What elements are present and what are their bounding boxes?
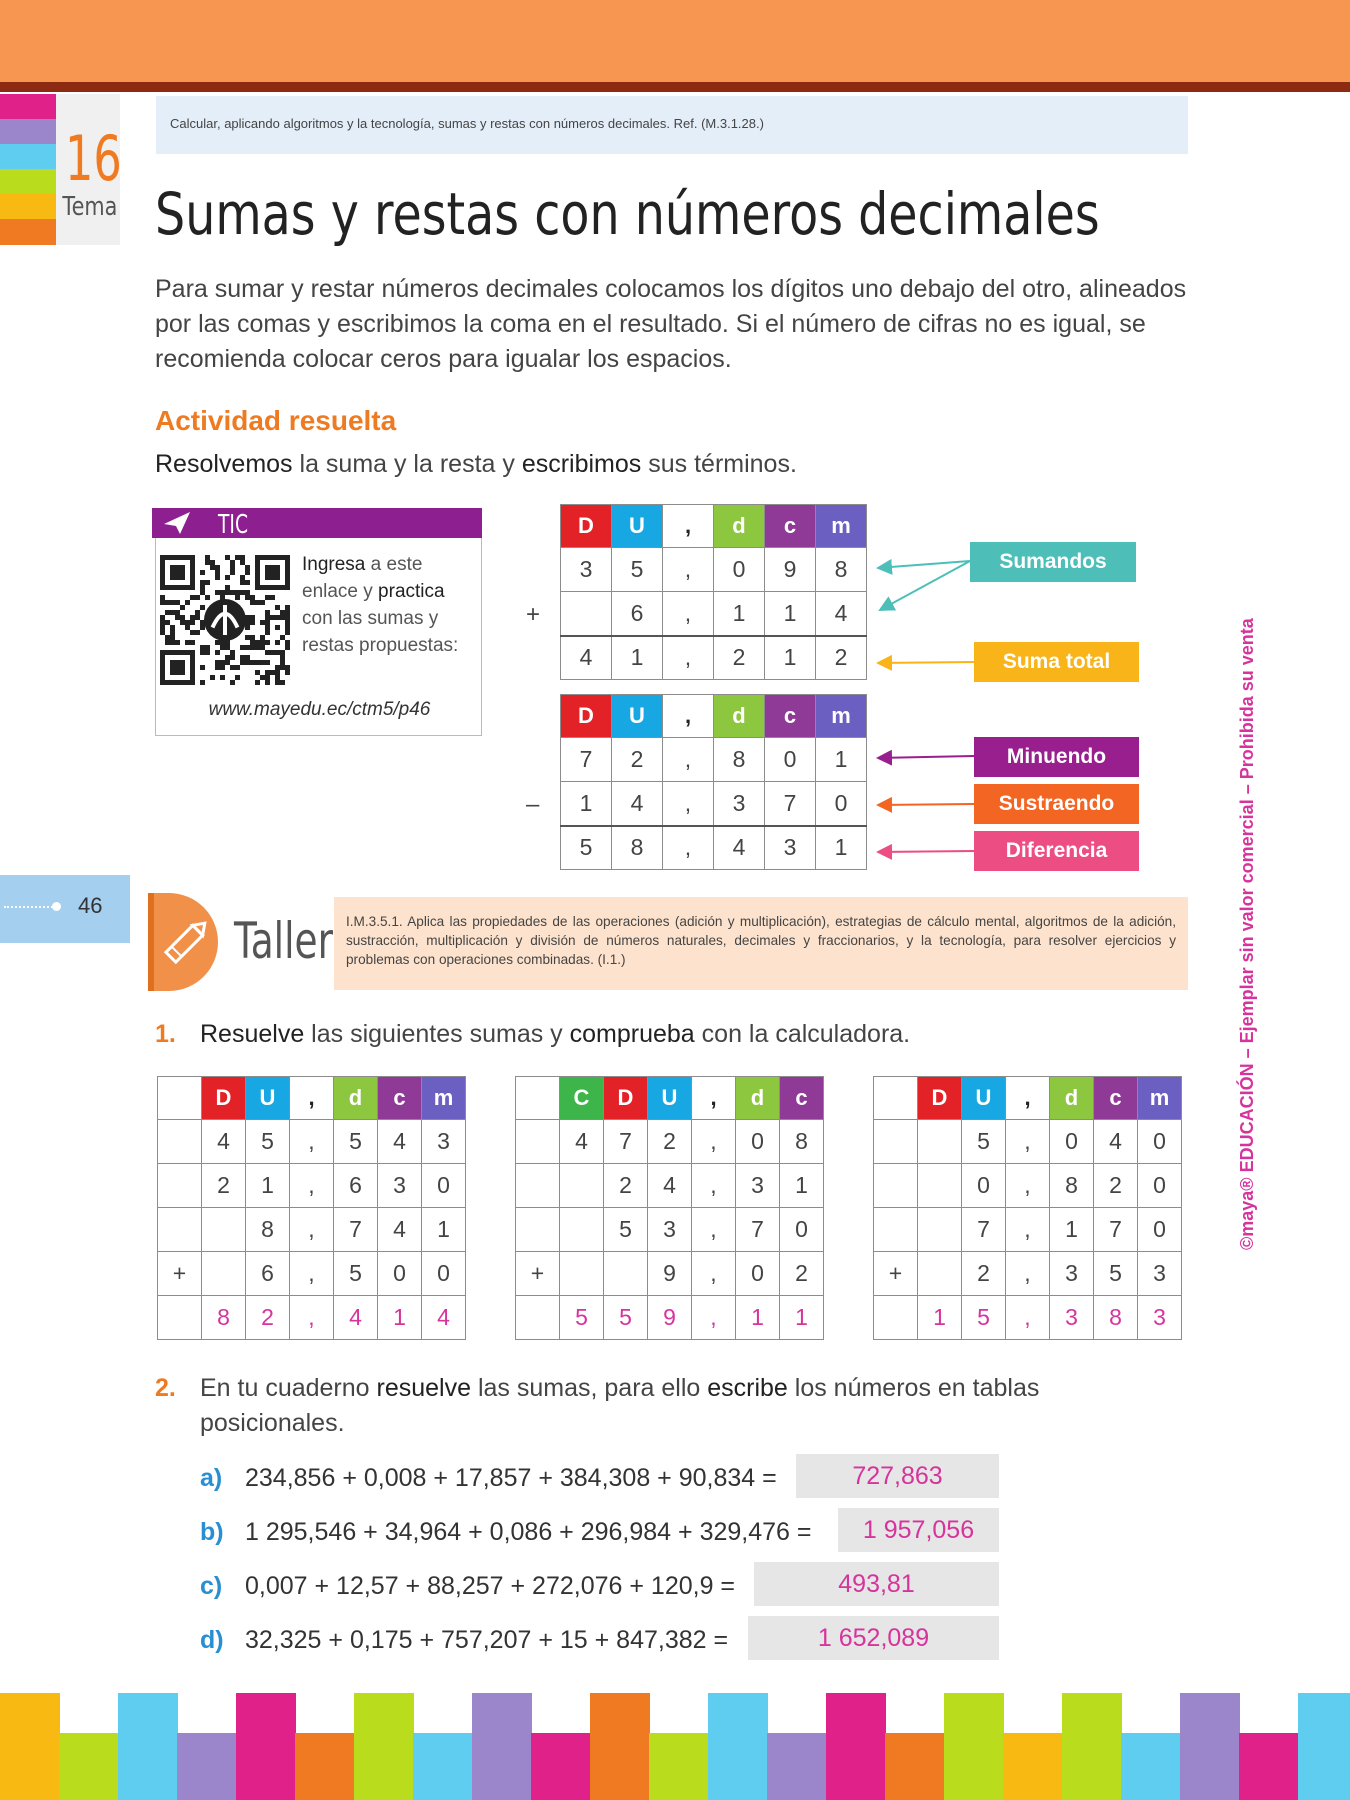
- header-cell-D: D: [918, 1077, 962, 1120]
- decor-bar: [472, 1693, 532, 1800]
- digit-cell: 5: [561, 826, 612, 870]
- header-cell-U: U: [648, 1077, 692, 1120]
- decor-bar: [118, 1693, 178, 1800]
- digit-cell: 3: [736, 1164, 780, 1208]
- digit-cell: 9: [765, 548, 816, 592]
- digit-cell: 3: [1050, 1252, 1094, 1296]
- digit-cell: 4: [560, 1120, 604, 1164]
- digit-cell: 0: [714, 548, 765, 592]
- digit-cell: 6: [612, 592, 663, 636]
- digit-cell: 1: [918, 1296, 962, 1340]
- tema-word: Tema: [62, 192, 118, 222]
- header-cell-d: d: [736, 1077, 780, 1120]
- digit-cell: 0: [378, 1252, 422, 1296]
- place-value-header: [561, 505, 867, 548]
- tag-suma-total: Suma total: [974, 642, 1139, 682]
- digit-cell: [560, 1164, 604, 1208]
- item-c-answer[interactable]: 493,81: [754, 1562, 999, 1606]
- digit-cell: [560, 1252, 604, 1296]
- digit-cell: 2: [816, 636, 867, 680]
- digit-cell: 1: [816, 738, 867, 782]
- table-row: [158, 1208, 466, 1252]
- header-cell-c: c: [765, 505, 816, 548]
- reference-box: Calcular, aplicando algoritmos y la tecnología, sumas y restas con números decimales. Ref. (M.3.1.28.): [156, 96, 1188, 154]
- digit-cell: 4: [612, 782, 663, 826]
- activity-title: Actividad resuelta: [155, 405, 397, 436]
- place-value-header: [561, 695, 867, 738]
- digit-cell: 2: [648, 1120, 692, 1164]
- digit-cell: [202, 1252, 246, 1296]
- table-row: [158, 1120, 466, 1164]
- digit-cell: 6: [334, 1164, 378, 1208]
- decor-bar: [59, 1733, 119, 1800]
- digit-cell: 8: [816, 548, 867, 592]
- digit-cell: ,: [1006, 1252, 1050, 1296]
- table-row: [516, 1208, 824, 1252]
- tag-minuendo: Minuendo: [974, 737, 1139, 777]
- header-band: [0, 0, 1350, 82]
- table-row: [516, 1252, 824, 1296]
- header-cell-D: D: [604, 1077, 648, 1120]
- digit-cell: 3: [1138, 1296, 1182, 1340]
- total-row: [516, 1296, 824, 1340]
- header-cell-d: d: [714, 695, 765, 738]
- decor-bar: [295, 1733, 355, 1800]
- digit-cell: ,: [692, 1296, 736, 1340]
- digit-cell: 0: [765, 738, 816, 782]
- digit-cell: 3: [1138, 1252, 1182, 1296]
- digit-cell: 1: [1050, 1208, 1094, 1252]
- digit-cell: [561, 592, 612, 636]
- minus-sign: –: [526, 791, 540, 818]
- digit-cell: 2: [612, 738, 663, 782]
- decor-bar: [236, 1693, 296, 1800]
- header-cell-D: D: [561, 505, 612, 548]
- exercise-table-2: [515, 1076, 824, 1340]
- qr-code[interactable]: [160, 555, 290, 685]
- digit-cell: [604, 1252, 648, 1296]
- digit-cell: 5: [962, 1120, 1006, 1164]
- digit-cell: ,: [663, 782, 714, 826]
- digit-cell: 2: [1094, 1164, 1138, 1208]
- header-cell-C: C: [560, 1077, 604, 1120]
- digit-cell: 7: [334, 1208, 378, 1252]
- table-row: [561, 548, 867, 592]
- digit-cell: ,: [663, 826, 714, 870]
- header-cell-d: d: [714, 505, 765, 548]
- item-a-expression: 234,856 + 0,008 + 17,857 + 384,308 + 90,834 =: [245, 1464, 777, 1492]
- digit-cell: 4: [202, 1120, 246, 1164]
- header-cell-comma: ,: [663, 505, 714, 548]
- header-cell-c: c: [765, 695, 816, 738]
- taller-badge: [148, 893, 218, 991]
- digit-cell: [516, 1164, 560, 1208]
- intro-paragraph: Para sumar y restar números decimales colocamos los dígitos uno debajo del otro, alineados por las comas y escribimos la coma en el resultado. Si el número de cifras no es igual, se recomienda colocar ceros para igualar los espacios.: [155, 275, 1187, 373]
- item-b-answer[interactable]: 1 957,056: [838, 1508, 999, 1552]
- activity-instruction: Resolvemos la suma y la resta y escribimos sus términos.: [155, 450, 797, 478]
- digit-cell: 3: [648, 1208, 692, 1252]
- sign-column-header: [516, 1077, 560, 1120]
- digit-cell: 9: [648, 1296, 692, 1340]
- digit-cell: 4: [816, 592, 867, 636]
- header-cell-U: U: [612, 505, 663, 548]
- example-sum-table: [560, 504, 867, 680]
- digit-cell: 7: [561, 738, 612, 782]
- digit-cell: [874, 1164, 918, 1208]
- item-c-expression: 0,007 + 12,57 + 88,257 + 272,076 + 120,9 =: [245, 1572, 736, 1600]
- digit-cell: 0: [422, 1164, 466, 1208]
- digit-cell: ,: [692, 1120, 736, 1164]
- decor-bar: [944, 1693, 1004, 1800]
- digit-cell: 8: [612, 826, 663, 870]
- digit-cell: 0: [1138, 1164, 1182, 1208]
- item-d-answer[interactable]: 1 652,089: [748, 1616, 999, 1660]
- digit-cell: ,: [290, 1252, 334, 1296]
- header-cell-comma: ,: [290, 1077, 334, 1120]
- digit-cell: 4: [378, 1208, 422, 1252]
- digit-cell: 3: [422, 1120, 466, 1164]
- label-arrows: [868, 540, 978, 870]
- digit-cell: 8: [1094, 1296, 1138, 1340]
- digit-cell: 7: [962, 1208, 1006, 1252]
- digit-cell: 1: [736, 1296, 780, 1340]
- item-a-answer[interactable]: 727,863: [796, 1454, 999, 1498]
- tag-sustraendo: Sustraendo: [974, 784, 1139, 824]
- digit-cell: 0: [780, 1208, 824, 1252]
- digit-cell: ,: [692, 1252, 736, 1296]
- header-cell-U: U: [246, 1077, 290, 1120]
- bottom-color-bars: [0, 1693, 1350, 1800]
- digit-cell: 0: [422, 1252, 466, 1296]
- digit-cell: 5: [246, 1120, 290, 1164]
- digit-cell: 5: [612, 548, 663, 592]
- question-2-number: 2.: [155, 1374, 176, 1402]
- digit-cell: 0: [816, 782, 867, 826]
- exercise-table-1: [157, 1076, 466, 1340]
- header-cell-m: m: [1138, 1077, 1182, 1120]
- digit-cell: [516, 1120, 560, 1164]
- digit-cell: 0: [1138, 1120, 1182, 1164]
- tema-badge: [56, 94, 120, 245]
- digit-cell: 5: [604, 1296, 648, 1340]
- tag-sumandos: Sumandos: [970, 542, 1136, 582]
- decor-bar: [531, 1733, 591, 1800]
- table-row: [561, 592, 867, 636]
- digit-cell: 3: [714, 782, 765, 826]
- digit-cell: 2: [246, 1296, 290, 1340]
- digit-cell: +: [874, 1252, 918, 1296]
- decor-bar: [354, 1693, 414, 1800]
- digit-cell: 9: [648, 1252, 692, 1296]
- decor-bar: [0, 1693, 60, 1800]
- digit-cell: 2: [962, 1252, 1006, 1296]
- digit-cell: [516, 1208, 560, 1252]
- digit-cell: 3: [1050, 1296, 1094, 1340]
- header-cell-c: c: [780, 1077, 824, 1120]
- place-value-header: [516, 1077, 824, 1120]
- place-value-header: [874, 1077, 1182, 1120]
- digit-cell: 2: [780, 1252, 824, 1296]
- decor-bar: [885, 1733, 945, 1800]
- digit-cell: 7: [1094, 1208, 1138, 1252]
- decor-bar: [1062, 1693, 1122, 1800]
- digit-cell: 7: [604, 1120, 648, 1164]
- digit-cell: ,: [692, 1164, 736, 1208]
- sign-column-header: [874, 1077, 918, 1120]
- digit-cell: [918, 1164, 962, 1208]
- digit-cell: 1: [612, 636, 663, 680]
- digit-cell: 8: [202, 1296, 246, 1340]
- digit-cell: 2: [604, 1164, 648, 1208]
- digit-cell: 4: [648, 1164, 692, 1208]
- digit-cell: ,: [290, 1120, 334, 1164]
- total-row: [158, 1296, 466, 1340]
- page-title: Sumas y restas con números decimales: [155, 180, 1100, 248]
- tag-diferencia: Diferencia: [974, 831, 1139, 871]
- digit-cell: 5: [1094, 1252, 1138, 1296]
- header-cell-c: c: [1094, 1077, 1138, 1120]
- header-cell-comma: ,: [663, 695, 714, 738]
- digit-cell: [158, 1120, 202, 1164]
- item-b-letter: b): [200, 1518, 224, 1546]
- table-row: [158, 1164, 466, 1208]
- side-copyright: ©maya® EDUCACIÓN – Ejemplar sin valor comercial – Prohibida su venta: [1237, 618, 1257, 1250]
- digit-cell: 8: [1050, 1164, 1094, 1208]
- digit-cell: ,: [1006, 1296, 1050, 1340]
- digit-cell: [560, 1208, 604, 1252]
- digit-cell: 2: [714, 636, 765, 680]
- digit-cell: +: [158, 1252, 202, 1296]
- header-cell-d: d: [1050, 1077, 1094, 1120]
- digit-cell: 1: [422, 1208, 466, 1252]
- header-cell-m: m: [816, 505, 867, 548]
- digit-cell: ,: [290, 1208, 334, 1252]
- digit-cell: 5: [604, 1208, 648, 1252]
- table-row: [874, 1164, 1182, 1208]
- decor-bar: [708, 1693, 768, 1800]
- digit-cell: 5: [334, 1120, 378, 1164]
- digit-cell: 4: [378, 1120, 422, 1164]
- header-cell-U: U: [962, 1077, 1006, 1120]
- header-rule: [0, 82, 1350, 92]
- digit-cell: [516, 1296, 560, 1340]
- digit-cell: ,: [692, 1208, 736, 1252]
- digit-cell: [158, 1296, 202, 1340]
- decor-bar: [1298, 1693, 1350, 1800]
- digit-cell: 7: [736, 1208, 780, 1252]
- header-cell-m: m: [422, 1077, 466, 1120]
- digit-cell: [202, 1208, 246, 1252]
- taller-description: I.M.3.5.1. Aplica las propiedades de las operaciones (adición y multiplicación), estrategias de cálculo mental, algoritmos de la adición, sustracción, multiplicación y división de números naturales, decimales y fraccionarios, y la tecnología, para resolver ejercicios y problemas con operaciones combinadas. (I.1.): [334, 897, 1188, 990]
- page-number-tab: [0, 875, 130, 943]
- table-row: [516, 1120, 824, 1164]
- decor-bar: [826, 1693, 886, 1800]
- digit-cell: 1: [246, 1164, 290, 1208]
- table-row: [874, 1208, 1182, 1252]
- header-cell-m: m: [816, 695, 867, 738]
- digit-cell: 0: [736, 1120, 780, 1164]
- digit-cell: 4: [334, 1296, 378, 1340]
- item-d-letter: d): [200, 1626, 224, 1654]
- digit-cell: 7: [765, 782, 816, 826]
- sign-column-header: [158, 1077, 202, 1120]
- plus-sign: +: [526, 601, 541, 628]
- header-cell-U: U: [612, 695, 663, 738]
- digit-cell: [918, 1208, 962, 1252]
- question-2-text: En tu cuaderno resuelve las sumas, para ello escribe los números en tablas posicionales.: [200, 1374, 1040, 1437]
- item-b-expression: 1 295,546 + 34,964 + 0,086 + 296,984 + 329,476 =: [245, 1518, 812, 1546]
- digit-cell: [918, 1120, 962, 1164]
- digit-cell: 4: [714, 826, 765, 870]
- header-cell-D: D: [202, 1077, 246, 1120]
- table-row: [516, 1164, 824, 1208]
- digit-cell: 0: [736, 1252, 780, 1296]
- digit-cell: ,: [1006, 1164, 1050, 1208]
- header-cell-d: d: [334, 1077, 378, 1120]
- digit-cell: 0: [962, 1164, 1006, 1208]
- decor-bar: [1239, 1733, 1299, 1800]
- digit-cell: ,: [1006, 1208, 1050, 1252]
- pencil-icon: [156, 915, 214, 976]
- digit-cell: ,: [663, 592, 714, 636]
- digit-cell: 0: [1050, 1120, 1094, 1164]
- digit-cell: 1: [780, 1164, 824, 1208]
- digit-cell: ,: [663, 636, 714, 680]
- digit-cell: 8: [714, 738, 765, 782]
- header-cell-comma: ,: [1006, 1077, 1050, 1120]
- digit-cell: ,: [290, 1296, 334, 1340]
- digit-cell: 3: [765, 826, 816, 870]
- decor-bar: [1180, 1693, 1240, 1800]
- digit-cell: [918, 1252, 962, 1296]
- digit-cell: 5: [962, 1296, 1006, 1340]
- tic-label: TIC: [218, 510, 249, 540]
- tic-text: Ingresa a este enlace y practica con las sumas y restas propuestas:: [302, 554, 459, 656]
- table-row: [874, 1120, 1182, 1164]
- digit-cell: 1: [780, 1296, 824, 1340]
- digit-cell: ,: [663, 548, 714, 592]
- digit-cell: [874, 1120, 918, 1164]
- decor-bar: [767, 1733, 827, 1800]
- taller-title: Taller: [234, 912, 334, 970]
- digit-cell: 4: [422, 1296, 466, 1340]
- digit-cell: 1: [816, 826, 867, 870]
- digit-cell: 4: [561, 636, 612, 680]
- table-row: [874, 1252, 1182, 1296]
- digit-cell: [158, 1208, 202, 1252]
- digit-cell: 0: [1138, 1208, 1182, 1252]
- header-cell-c: c: [378, 1077, 422, 1120]
- tema-color-stripes: [0, 94, 56, 245]
- digit-cell: ,: [663, 738, 714, 782]
- digit-cell: [158, 1164, 202, 1208]
- item-a-letter: a): [200, 1464, 223, 1492]
- digit-cell: 1: [561, 782, 612, 826]
- decor-bar: [1003, 1733, 1063, 1800]
- example-subtraction-table: [560, 694, 867, 870]
- digit-cell: 4: [1094, 1120, 1138, 1164]
- digit-cell: 3: [378, 1164, 422, 1208]
- total-row: [561, 636, 867, 680]
- digit-cell: 1: [378, 1296, 422, 1340]
- decor-bar: [590, 1693, 650, 1800]
- page-number: 46: [78, 893, 103, 918]
- question-1-text: Resuelve las siguientes sumas y comprueba con la calculadora.: [200, 1020, 911, 1048]
- digit-cell: 5: [560, 1296, 604, 1340]
- total-row: [874, 1296, 1182, 1340]
- decor-bar: [649, 1733, 709, 1800]
- decor-bar: [177, 1733, 237, 1800]
- tic-box: [155, 508, 482, 736]
- table-row: [561, 782, 867, 826]
- digit-cell: 5: [334, 1252, 378, 1296]
- place-value-header: [158, 1077, 466, 1120]
- question-1-number: 1.: [155, 1020, 176, 1048]
- table-row: [561, 738, 867, 782]
- digit-cell: 8: [780, 1120, 824, 1164]
- decor-bar: [413, 1733, 473, 1800]
- digit-cell: +: [516, 1252, 560, 1296]
- digit-cell: 1: [765, 636, 816, 680]
- tema-number: 16: [64, 122, 122, 195]
- item-c-letter: c): [200, 1572, 223, 1600]
- item-d-expression: 32,325 + 0,175 + 757,207 + 15 + 847,382 =: [245, 1626, 729, 1654]
- digit-cell: ,: [290, 1164, 334, 1208]
- header-cell-comma: ,: [692, 1077, 736, 1120]
- table-row: [158, 1252, 466, 1296]
- digit-cell: [874, 1208, 918, 1252]
- digit-cell: 1: [765, 592, 816, 636]
- digit-cell: [874, 1296, 918, 1340]
- decor-bar: [1121, 1733, 1181, 1800]
- header-cell-D: D: [561, 695, 612, 738]
- exercise-table-3: [873, 1076, 1182, 1340]
- total-row: [561, 826, 867, 870]
- digit-cell: 8: [246, 1208, 290, 1252]
- digit-cell: 6: [246, 1252, 290, 1296]
- digit-cell: ,: [1006, 1120, 1050, 1164]
- tic-link[interactable]: www.mayedu.ec/ctm5/p46: [208, 699, 431, 720]
- digit-cell: 3: [561, 548, 612, 592]
- tic-header: [152, 508, 482, 538]
- digit-cell: 2: [202, 1164, 246, 1208]
- digit-cell: 1: [714, 592, 765, 636]
- paper-plane-icon: [162, 510, 194, 536]
